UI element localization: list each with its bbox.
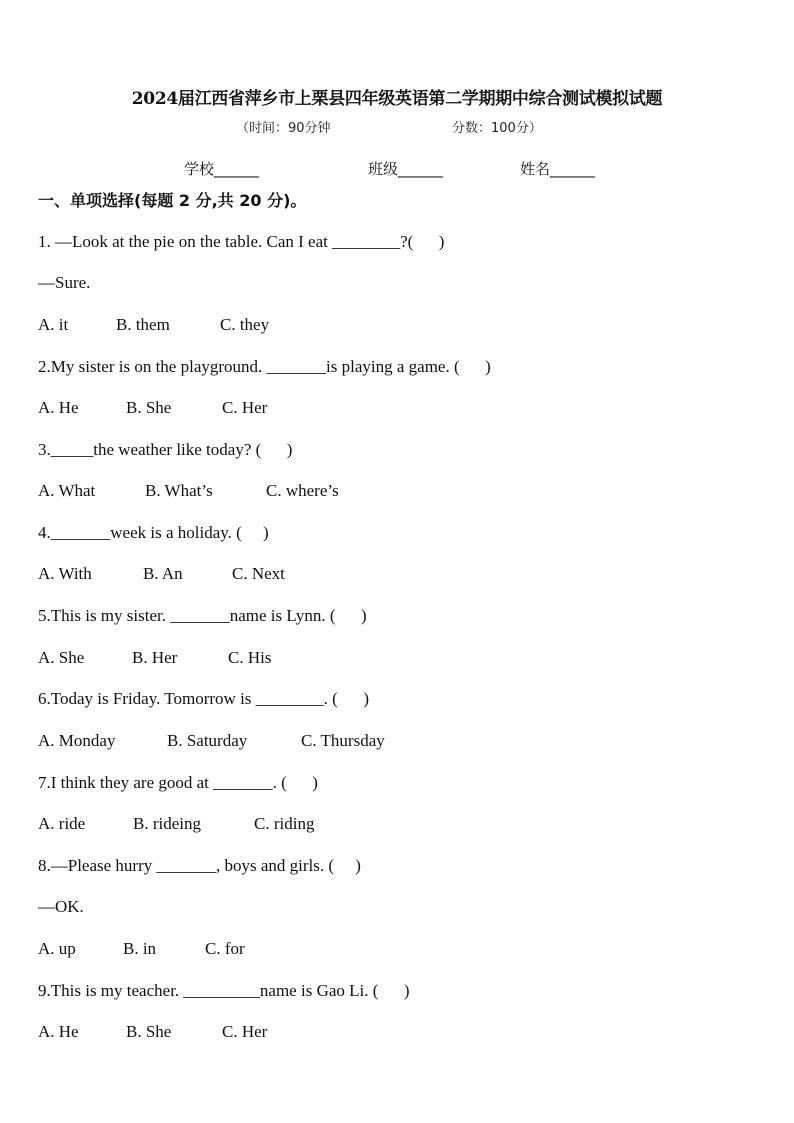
question-7-line-1: 7.I think they are good at _______. ( ) [38, 773, 318, 792]
question-3-line-1: 3._____the weather like today? ( ) [38, 440, 293, 459]
section-heading: 一、单项选择(每题 2 分,共 20 分)。 [38, 191, 307, 210]
question-9-option-b: B. She [126, 1022, 172, 1041]
question-1-option-a: A. it [38, 315, 69, 334]
question-2-option-a: A. He [38, 398, 79, 417]
school-field: 学校______ [184, 160, 260, 178]
question-1-line-1: 1. —Look at the pie on the table. Can I eat ________?( ) [38, 232, 445, 251]
question-8-line-1: 8.—Please hurry _______, boys and girls. ( ) [38, 856, 361, 875]
class-field: 班级______ [368, 160, 444, 178]
question-2-option-b: B. She [126, 398, 172, 417]
question-7-option-a: A. ride [38, 814, 86, 833]
question-9-line-1: 9.This is my teacher. _________name is Gao Li. ( ) [38, 981, 410, 1000]
question-6-option-b: B. Saturday [167, 731, 248, 750]
question-7-option-b: B. rideing [133, 814, 201, 833]
question-8-option-a: A. up [38, 939, 76, 958]
question-3-option-b: B. What’s [145, 481, 213, 500]
question-5-line-1: 5.This is my sister. _______name is Lynn. ( ) [38, 606, 367, 625]
exam-score: 分数：100分） [452, 121, 542, 136]
question-4-option-b: B. An [143, 564, 183, 583]
question-3-option-c: C. where’s [266, 481, 339, 500]
question-8-line-2: —OK. [38, 897, 84, 916]
question-8-option-c: C. for [205, 939, 245, 958]
question-4-option-a: A. With [38, 564, 92, 583]
exam-time: （时间：90分钟 [236, 121, 331, 136]
question-4-option-c: C. Next [232, 564, 285, 583]
question-1-option-b: B. them [116, 315, 170, 334]
question-6-option-a: A. Monday [38, 731, 116, 750]
question-6-line-1: 6.Today is Friday. Tomorrow is ________. ( ) [38, 689, 369, 708]
question-1-option-c: C. they [220, 315, 270, 334]
question-6-option-c: C. Thursday [301, 731, 385, 750]
question-2-line-1: 2.My sister is on the playground. _______is playing a game. ( ) [38, 357, 491, 376]
question-9-option-a: A. He [38, 1022, 79, 1041]
question-1-line-2: —Sure. [38, 273, 91, 292]
question-5-option-c: C. His [228, 648, 272, 667]
name-field: 姓名______ [520, 160, 596, 178]
question-5-option-b: B. Her [132, 648, 178, 667]
exam-title: 2024届江西省萍乡市上栗县四年级英语第二学期期中综合测试模拟试题 [131, 89, 663, 109]
question-9-option-c: C. Her [222, 1022, 268, 1041]
question-5-option-a: A. She [38, 648, 85, 667]
question-3-option-a: A. What [38, 481, 96, 500]
question-2-option-c: C. Her [222, 398, 268, 417]
question-4-line-1: 4._______week is a holiday. ( ) [38, 523, 269, 542]
question-7-option-c: C. riding [254, 814, 315, 833]
question-8-option-b: B. in [123, 939, 157, 958]
